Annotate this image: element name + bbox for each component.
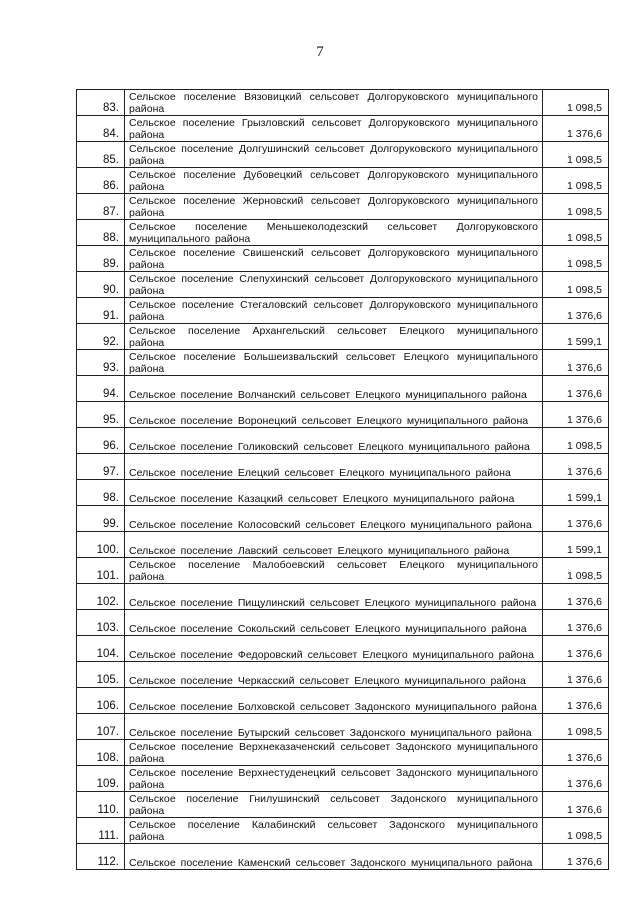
settlement-value: 1 098,5	[543, 168, 609, 194]
settlement-name: Сельское поселение Казацкий сельсовет Елецкого муниципального района	[125, 480, 543, 506]
settlement-value: 1 376,6	[543, 454, 609, 480]
settlement-name: Сельское поселение Черкасский сельсовет Елецкого муниципального района	[125, 662, 543, 688]
row-number: 108.	[77, 740, 125, 766]
settlement-value: 1 599,1	[543, 480, 609, 506]
settlement-value: 1 098,5	[543, 272, 609, 298]
row-number: 106.	[77, 688, 125, 714]
table-row	[77, 350, 609, 376]
settlement-value: 1 376,6	[543, 506, 609, 532]
table-row	[77, 532, 609, 558]
table-row	[77, 506, 609, 532]
settlement-name: Сельское поселение Грызловский сельсовет Долгоруковского муниципального района	[125, 116, 543, 142]
table-row	[77, 610, 609, 636]
settlement-value: 1 098,5	[543, 194, 609, 220]
row-number: 96.	[77, 428, 125, 454]
row-number: 86.	[77, 168, 125, 194]
settlement-name: Сельское поселение Калабинский сельсовет Задонского муниципального района	[125, 818, 543, 844]
settlement-name: Сельское поселение Большеизвальский сельсовет Елецкого муниципального района	[125, 350, 543, 376]
settlement-value: 1 376,6	[543, 402, 609, 428]
settlement-name: Сельское поселение Вязовицкий сельсовет Долгоруковского муниципального района	[125, 90, 543, 116]
table-row	[77, 324, 609, 350]
settlement-name: Сельское поселение Федоровский сельсовет Елецкого муниципального района	[125, 636, 543, 662]
row-number: 101.	[77, 558, 125, 584]
table-row	[77, 376, 609, 402]
row-number: 104.	[77, 636, 125, 662]
row-number: 97.	[77, 454, 125, 480]
settlement-name: Сельское поселение Слепухинский сельсовет Долгоруковского муниципального района	[125, 272, 543, 298]
settlement-value: 1 376,6	[543, 740, 609, 766]
settlement-value: 1 376,6	[543, 792, 609, 818]
settlement-value: 1 376,6	[543, 350, 609, 376]
row-number: 98.	[77, 480, 125, 506]
table-row	[77, 402, 609, 428]
row-number: 109.	[77, 766, 125, 792]
table-row	[77, 792, 609, 818]
settlement-name: Сельское поселение Стегаловский сельсовет Долгоруковского муниципального района	[125, 298, 543, 324]
settlements-table	[76, 89, 609, 870]
settlement-value: 1 098,5	[543, 246, 609, 272]
settlement-name: Сельское поселение Меньшеколодезский сельсовет Долгоруковского муниципального района	[125, 220, 543, 246]
row-number: 110.	[77, 792, 125, 818]
table-row	[77, 454, 609, 480]
settlement-value: 1 376,6	[543, 116, 609, 142]
settlement-name: Сельское поселение Волчанский сельсовет Елецкого муниципального района	[125, 376, 543, 402]
row-number: 103.	[77, 610, 125, 636]
table-row	[77, 142, 609, 168]
table-row	[77, 220, 609, 246]
settlement-name: Сельское поселение Дубовецкий сельсовет Долгоруковского муниципального района	[125, 168, 543, 194]
settlement-name: Сельское поселение Долгушинский сельсовет Долгоруковского муниципального района	[125, 142, 543, 168]
table-row	[77, 688, 609, 714]
settlement-value: 1 098,5	[543, 142, 609, 168]
settlement-name: Сельское поселение Малобоевский сельсовет Елецкого муниципального района	[125, 558, 543, 584]
row-number: 95.	[77, 402, 125, 428]
settlement-name: Сельское поселение Колосовский сельсовет Елецкого муниципального района	[125, 506, 543, 532]
row-number: 94.	[77, 376, 125, 402]
row-number: 105.	[77, 662, 125, 688]
table-row	[77, 662, 609, 688]
table-row	[77, 714, 609, 740]
settlement-name: Сельское поселение Голиковский сельсовет Елецкого муниципального района	[125, 428, 543, 454]
settlement-name: Сельское поселение Гнилушинский сельсовет Задонского муниципального района	[125, 792, 543, 818]
table-body	[77, 90, 609, 870]
table-row	[77, 844, 609, 870]
settlement-name: Сельское поселение Лавский сельсовет Елецкого муниципального района	[125, 532, 543, 558]
settlement-name: Сельское поселение Пищулинский сельсовет Елецкого муниципального района	[125, 584, 543, 610]
row-number: 91.	[77, 298, 125, 324]
settlement-value: 1 376,6	[543, 584, 609, 610]
table-row	[77, 116, 609, 142]
row-number: 84.	[77, 116, 125, 142]
table-row	[77, 168, 609, 194]
settlement-name: Сельское поселение Архангельский сельсовет Елецкого муниципального района	[125, 324, 543, 350]
row-number: 112.	[77, 844, 125, 870]
row-number: 93.	[77, 350, 125, 376]
table-row	[77, 636, 609, 662]
settlement-name: Сельское поселение Болховской сельсовет Задонского муниципального района	[125, 688, 543, 714]
settlement-name: Сельское поселение Бутырский сельсовет Задонского муниципального района	[125, 714, 543, 740]
settlement-value: 1 098,5	[543, 220, 609, 246]
row-number: 100.	[77, 532, 125, 558]
row-number: 83.	[77, 90, 125, 116]
table-row	[77, 194, 609, 220]
page-number: 7	[316, 44, 324, 60]
table-row	[77, 740, 609, 766]
settlement-value: 1 098,5	[543, 818, 609, 844]
table-row	[77, 584, 609, 610]
settlement-value: 1 376,6	[543, 610, 609, 636]
settlement-value: 1 376,6	[543, 636, 609, 662]
row-number: 90.	[77, 272, 125, 298]
settlement-value: 1 098,5	[543, 558, 609, 584]
settlement-value: 1 376,6	[543, 298, 609, 324]
table-row	[77, 246, 609, 272]
settlement-name: Сельское поселение Сокольский сельсовет Елецкого муниципального района	[125, 610, 543, 636]
table-row	[77, 480, 609, 506]
settlement-name: Сельское поселение Жерновский сельсовет Долгоруковского муниципального района	[125, 194, 543, 220]
row-number: 111.	[77, 818, 125, 844]
table-row	[77, 428, 609, 454]
table-row	[77, 298, 609, 324]
settlement-value: 1 098,5	[543, 428, 609, 454]
row-number: 87.	[77, 194, 125, 220]
row-number: 99.	[77, 506, 125, 532]
settlement-name: Сельское поселение Каменский сельсовет Задонского муниципального района	[125, 844, 543, 870]
table-row	[77, 558, 609, 584]
settlement-name: Сельское поселение Воронецкий сельсовет Елецкого муниципального района	[125, 402, 543, 428]
settlement-value: 1 098,5	[543, 90, 609, 116]
settlement-value: 1 376,6	[543, 376, 609, 402]
settlement-name: Сельское поселение Верхнеказаченский сельсовет Задонского муниципального района	[125, 740, 543, 766]
table-row	[77, 90, 609, 116]
table-row	[77, 818, 609, 844]
row-number: 88.	[77, 220, 125, 246]
settlement-value: 1 376,6	[543, 688, 609, 714]
settlement-value: 1 599,1	[543, 324, 609, 350]
row-number: 92.	[77, 324, 125, 350]
settlement-value: 1 098,5	[543, 714, 609, 740]
row-number: 85.	[77, 142, 125, 168]
settlement-name: Сельское поселение Елецкий сельсовет Елецкого муниципального района	[125, 454, 543, 480]
row-number: 107.	[77, 714, 125, 740]
settlement-name: Сельское поселение Верхнестуденецкий сельсовет Задонского муниципального района	[125, 766, 543, 792]
settlement-value: 1 376,6	[543, 766, 609, 792]
settlement-value: 1 376,6	[543, 844, 609, 870]
table-row	[77, 766, 609, 792]
settlement-value: 1 376,6	[543, 662, 609, 688]
table-row	[77, 272, 609, 298]
row-number: 89.	[77, 246, 125, 272]
settlement-value: 1 599,1	[543, 532, 609, 558]
settlement-name: Сельское поселение Свишенский сельсовет Долгоруковского муниципального района	[125, 246, 543, 272]
row-number: 102.	[77, 584, 125, 610]
